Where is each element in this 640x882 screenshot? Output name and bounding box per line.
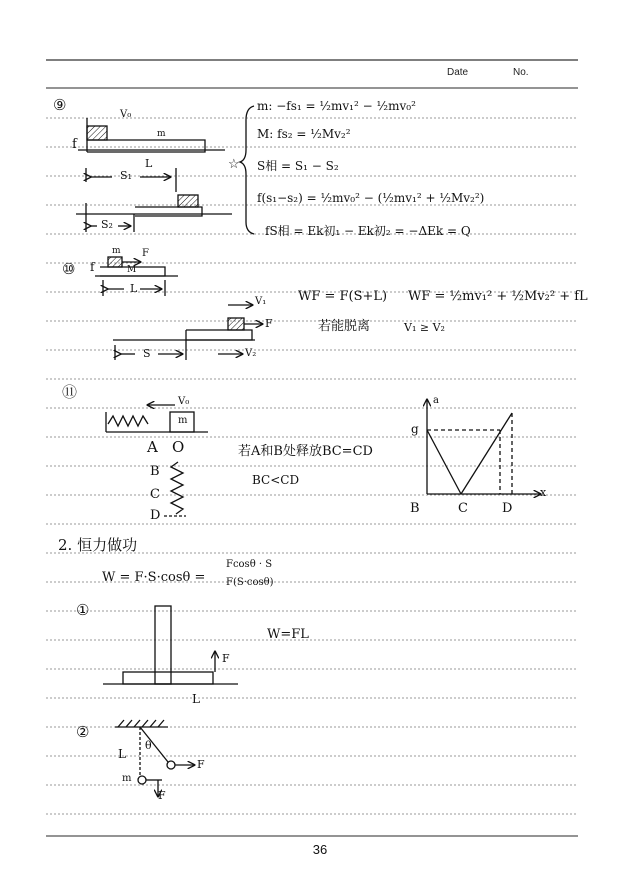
p10-m: m: [112, 246, 121, 256]
p10-s: S: [143, 347, 151, 360]
p9-eq3: S相 = S₁ − S₂: [257, 159, 339, 173]
p9-eq1: m: −fs₁ = ½mv₁² − ½mv₀²: [257, 99, 416, 113]
p11-v0: V₀: [178, 396, 190, 407]
section2-formula-top: Fcosθ · S: [226, 559, 273, 570]
p9-star: ☆: [228, 157, 240, 172]
case2-L: L: [118, 747, 126, 761]
p11-note1: 若A和B处释放BC=CD: [238, 444, 373, 459]
p10-f: f: [90, 260, 95, 274]
p10-eq1: WF = F(S+L): [298, 289, 388, 304]
problem10-label: ⑩: [62, 260, 76, 278]
p9-f: f: [72, 137, 77, 152]
case2-F-bottom: F: [158, 789, 166, 802]
p10-cond: V₁ ≥ V₂: [404, 321, 445, 334]
graph-C-label: C: [458, 501, 468, 516]
p11-note2: BC<CD: [252, 473, 300, 487]
section2-title: 2. 恒力做功: [58, 536, 138, 554]
graph-x-label: x: [540, 486, 547, 499]
problem9-label: ⑨: [53, 96, 67, 114]
date-label: Date: [447, 67, 469, 78]
p10-v1: V₁: [255, 296, 267, 307]
section2-formula: W = F·S·cosθ =: [102, 570, 206, 585]
case1-label: ①: [76, 601, 90, 619]
p11-D: D: [150, 508, 161, 523]
case1-L: L: [192, 692, 200, 706]
p9-L: L: [145, 157, 153, 170]
page-number: 36: [312, 842, 328, 857]
case1-F: F: [222, 652, 230, 665]
case2-m: m: [122, 773, 132, 784]
section2-formula-bottom: F(S·cosθ): [226, 577, 274, 588]
p9-eq2: M: fs₂ = ½Mv₂²: [257, 127, 351, 141]
graph-a-label: a: [433, 395, 439, 406]
p10-F-top: F: [142, 248, 149, 259]
p9-eq4: f(s₁−s₂) = ½mv₀² − (½mv₁² + ½Mv₂²): [257, 191, 485, 205]
p10-v2: V₂: [245, 348, 257, 359]
p11-B: B: [150, 464, 160, 479]
graph-D-label: D: [502, 501, 513, 516]
p9-m: m: [157, 129, 166, 139]
problem11-label: ⑪: [62, 383, 78, 401]
case2-label: ②: [76, 723, 90, 741]
p11-C: C: [150, 487, 160, 502]
p9-s2: S₂: [101, 218, 113, 231]
p11-m: m: [178, 415, 188, 426]
p9-s1: S₁: [120, 169, 132, 182]
p11-O: O: [172, 438, 185, 456]
case2-theta: θ: [145, 739, 152, 752]
p10-F-bottom: F: [265, 317, 273, 330]
p10-M: M: [127, 265, 137, 275]
graph-B-label: B: [410, 501, 420, 516]
p10-note: 若能脱离: [318, 319, 371, 334]
p10-L: L: [130, 282, 138, 295]
p9-v0: V₀: [120, 109, 132, 120]
p10-eq2: WF = ½mv₁² + ½Mv₂² + fL: [408, 289, 588, 304]
p11-A: A: [147, 438, 158, 456]
case2-F: F: [197, 758, 205, 771]
no-label: No.: [513, 67, 529, 78]
graph-g-label: g: [411, 422, 419, 436]
case1-result: W=FL: [267, 627, 309, 642]
p9-eq5: fS相 = Ek初₁ − Ek初₂ = −ΔEk = Q: [265, 224, 471, 238]
